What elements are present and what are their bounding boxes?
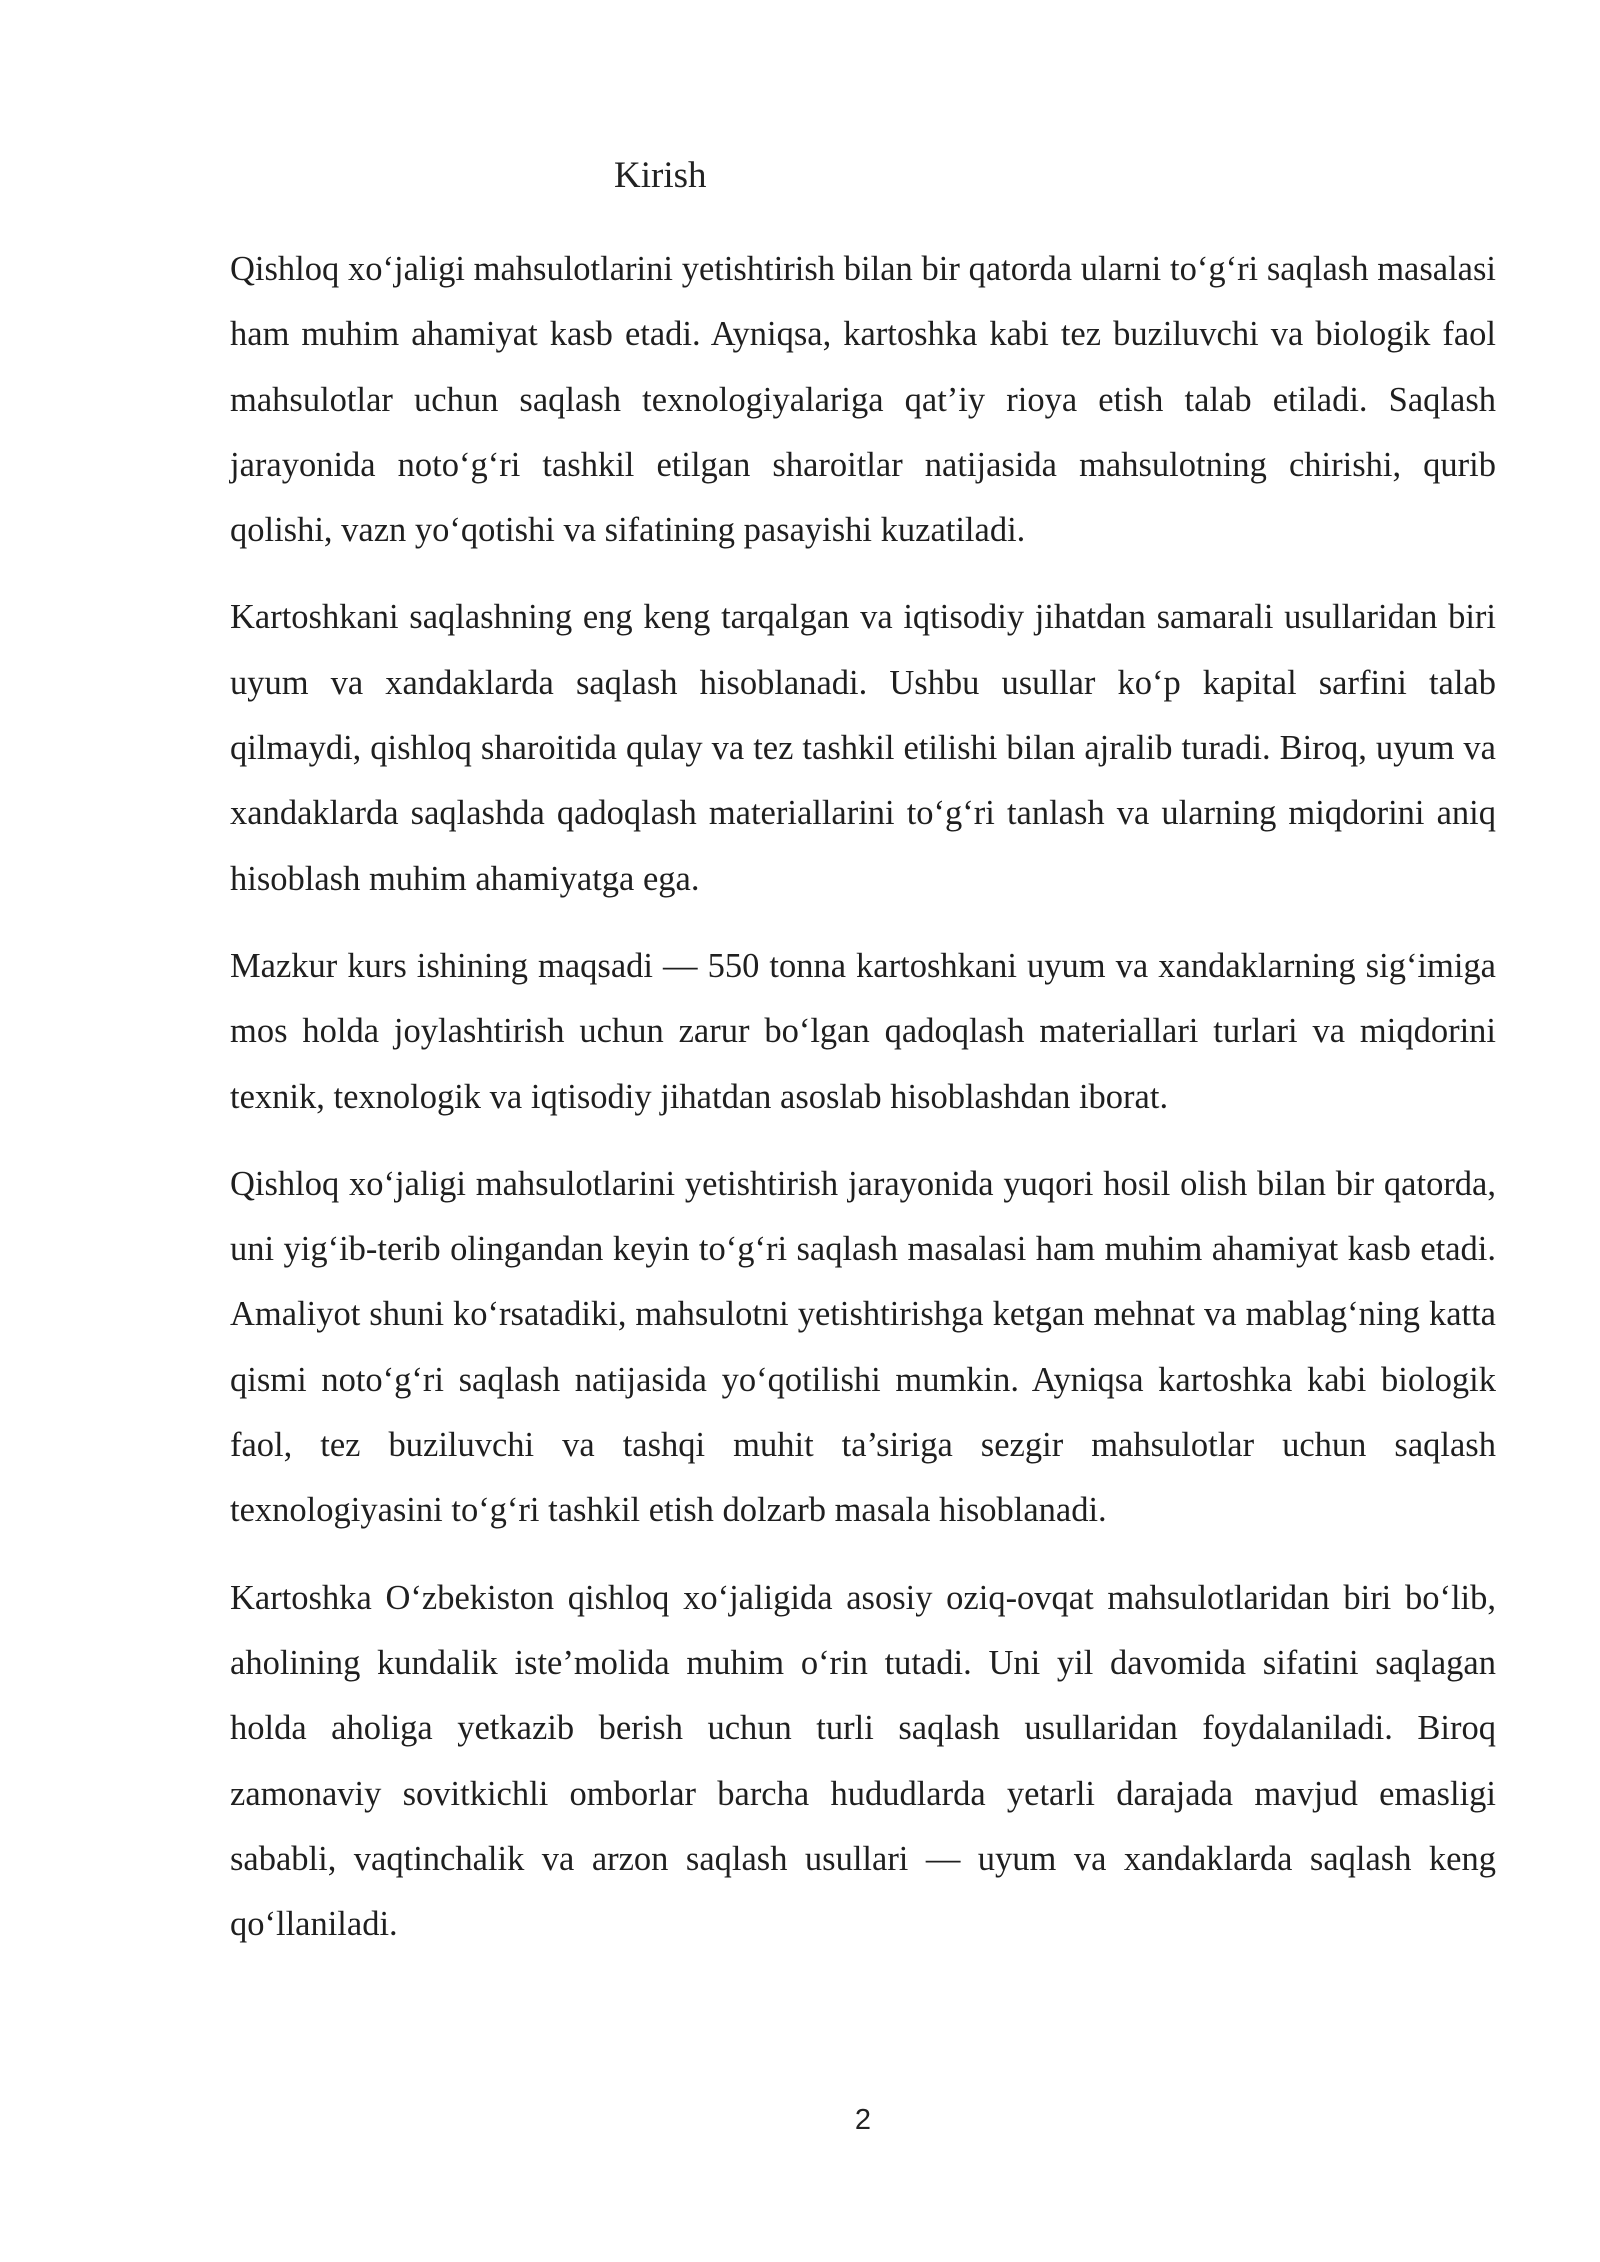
- paragraph-3: Mazkur kurs ishining maqsadi — 550 tonna kartoshkani uyum va xandaklarning sig‘imiga mos holda joylashtirish uchun zarur bo‘lgan qadoqlash materiallari turlari va miqdorini texnik, texnologik va iqtisodiy jihatdan asoslab hisoblashdan iborat.: [230, 946, 1496, 1116]
- paragraph-2: Kartoshkani saqlashning eng keng tarqalgan va iqtisodiy jihatdan samarali usullaridan biri uyum va xandaklarda saqlash hisoblanadi. Ushbu usullar ko‘p kapital sarfini talab qilmaydi, qishloq sharoitida qulay va tez tashkil etilishi bilan ajralib turadi. Biroq, uyum va xandaklarda saqlashda qadoqlash materiallarini to‘g‘ri tanlash va ularning miqdorini aniq hisoblash muhim ahamiyatga ega.: [230, 598, 1496, 898]
- page-number: 2: [854, 2104, 872, 2136]
- section-heading: Kirish: [614, 155, 707, 196]
- paragraph-5: Kartoshka O‘zbekiston qishloq xo‘jaligida asosiy oziq-ovqat mahsulotlaridan biri bo‘lib, aholining kundalik iste’molida muhim o‘rin tutadi. Uni yil davomida sifatini saqlagan holda aholiga yetkazib berish uchun turli saqlash usullaridan foydalaniladi. Biroq zamonaviy sovitkichli omborlar barcha hududlarda yetarli darajada mavjud emasligi sababli, vaqtinchalik va arzon saqlash usullari — uyum va xandaklarda saqlash keng qo‘llaniladi.: [230, 1578, 1496, 1944]
- body-text: [230, 237, 1496, 1979]
- paragraph-4: Qishloq xo‘jaligi mahsulotlarini yetishtirish jarayonida yuqori hosil olish bilan bir qatorda, uni yig‘ib-terib olingandan keyin to‘g‘ri saqlash masalasi ham muhim ahamiyat kasb etadi. Amaliyot shuni ko‘rsatadiki, mahsulotni yetishtirishga ketgan mehnat va mablag‘ning katta qismi noto‘g‘ri saqlash natijasida yo‘qotilishi mumkin. Ayniqsa kartoshka kabi biologik faol, tez buziluvchi va tashqi muhit ta’siriga sezgir mahsulotlar uchun saqlash texnologiyasini to‘g‘ri tashkil etish dolzarb masala hisoblanadi.: [230, 1164, 1496, 1530]
- paragraph-1: Qishloq xo‘jaligi mahsulotlarini yetishtirish bilan bir qatorda ularni to‘g‘ri saqlash masalasi ham muhim ahamiyat kasb etadi. Ayniqsa, kartoshka kabi tez buziluvchi va biologik faol mahsulotlar uchun saqlash texnologiyalariga qat’iy rioya etish talab etiladi. Saqlash jarayonida noto‘g‘ri tashkil etilgan sharoitlar natijasida mahsulotning chirishi, qurib qolishi, vazn yo‘qotishi va sifatining pasayishi kuzatiladi.: [230, 250, 1496, 550]
